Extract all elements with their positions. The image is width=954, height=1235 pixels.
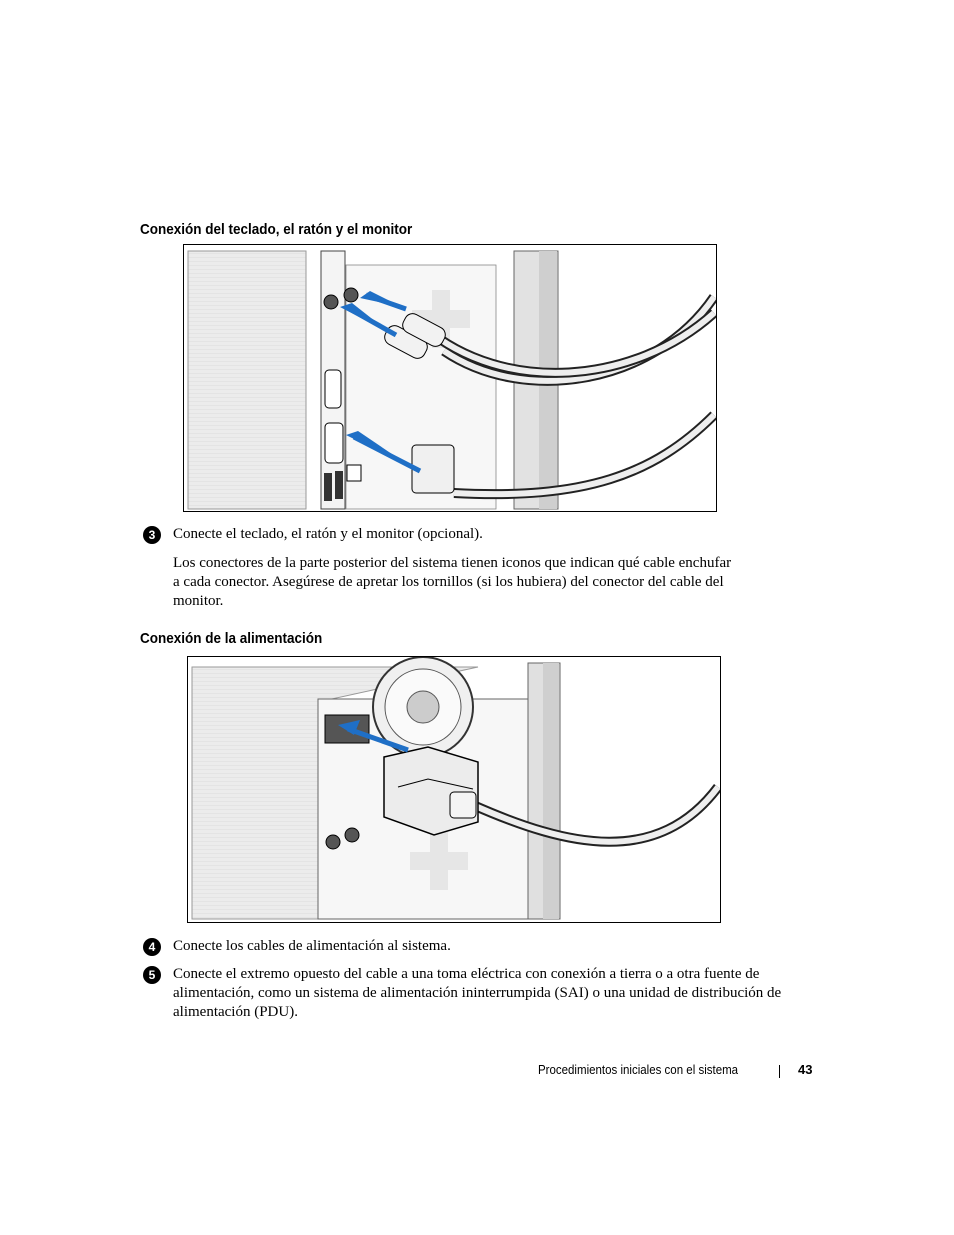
footer-title: Procedimientos iniciales con el sistema bbox=[538, 1063, 739, 1077]
section-heading-keyboard-mouse-monitor: Conexión del teclado, el ratón y el monitor bbox=[140, 221, 413, 238]
step-text: Conecte el teclado, el ratón y el monitor (opcional). bbox=[173, 526, 483, 542]
step-number-badge: 3 bbox=[143, 526, 161, 544]
keyboard-mouse-monitor-figure bbox=[183, 244, 717, 512]
power-connection-figure bbox=[187, 656, 721, 923]
step-text: Conecte el extremo opuesto del cable a una toma eléctrica con conexión a tierra o a otra fuente de alimentación, como un sistema de alimentación ininterrumpida (SAI) o una unidad de distribución de alimentación (PDU). bbox=[173, 966, 782, 1020]
section-heading-power: Conexión de la alimentación bbox=[140, 630, 323, 647]
page-number: 43 bbox=[798, 1062, 813, 1077]
power-cable-illustration-icon bbox=[188, 657, 720, 922]
connector-note-paragraph: Los conectores de la parte posterior del sistema tienen iconos que indican qué cable enchufar a cada conector. Asegúrese de apretar los tornillos (si los hubiera) del conector del cable del monitor. bbox=[173, 555, 732, 609]
step-number-badge: 5 bbox=[143, 966, 161, 984]
connection-illustration-icon bbox=[184, 245, 716, 511]
step-text: Conecte los cables de alimentación al sistema. bbox=[173, 938, 451, 954]
chassis-side-panel bbox=[188, 251, 306, 509]
step-number-badge: 4 bbox=[143, 938, 161, 956]
footer-separator bbox=[779, 1065, 780, 1078]
